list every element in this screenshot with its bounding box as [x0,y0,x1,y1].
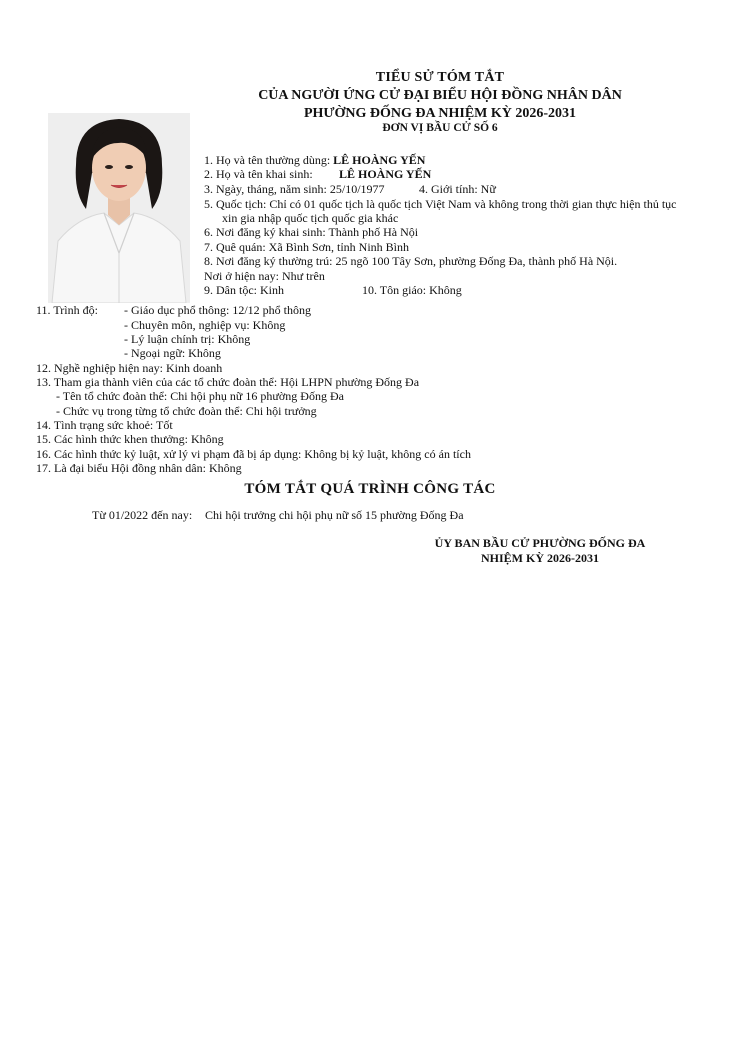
signature-term: NHIỆM KỲ 2026-2031 [481,551,599,565]
field-occupation: 12. Nghề nghiệp hiện nay: Kinh doanh [36,361,223,375]
field-birth-date: 3. Ngày, tháng, năm sinh: 25/10/1977 [204,182,385,196]
field-organizations: 13. Tham gia thành viên của các tổ chức đoàn thể: Hội LHPN phường Đống Đa [36,375,420,389]
education-foreign-language: - Ngoại ngữ: Không [124,346,221,360]
field-nationality-cont: xin gia nhập quốc tịch quốc gia khác [222,211,399,225]
common-name-value: LÊ HOÀNG YẾN [333,153,426,167]
field-health: 14. Tình trạng sức khoẻ: Tốt [36,418,173,432]
field-birth-name-label: 2. Họ và tên khai sinh: [204,167,313,181]
field-ethnicity: 9. Dân tộc: Kinh [204,283,284,297]
doc-title: TIỂU SỬ TÓM TẮT [375,70,505,85]
education-political: - Lý luận chính trị: Không [124,332,251,346]
field-current-residence: Nơi ở hiện nay: Như trên [204,269,325,283]
education-general: - Giáo dục phổ thông: 12/12 phổ thông [124,303,311,317]
field-discipline: 16. Các hình thức kỷ luật, xử lý vi phạm đã bị áp dụng: Không bị kỷ luật, không có án tích [36,447,471,461]
doc-subtitle: CỦA NGƯỜI ỨNG CỬ ĐẠI BIỂU HỘI ĐỒNG NHÂN DÂN [258,88,622,103]
field-religion: 10. Tôn giáo: Không [362,283,462,297]
field-council-delegate: 17. Là đại biểu Hội đồng nhân dân: Không [36,461,242,475]
work-history-title: TÓM TẮT QUÁ TRÌNH CÔNG TÁC [244,481,496,497]
education-professional: - Chuyên môn, nghiệp vụ: Không [124,318,286,332]
field-nationality: 5. Quốc tịch: Chỉ có 01 quốc tịch là quốc tịch Việt Nam và không trong thời gian thực hiện thủ tục [204,197,677,211]
field-awards: 15. Các hình thức khen thưởng: Không [36,432,224,446]
field-common-name [204,153,425,167]
field-gender: 4. Giới tính: Nữ [419,182,496,196]
field-permanent-residence: 8. Nơi đăng ký thường trú: 25 ngõ 100 Tây Sơn, phường Đống Đa, thành phố Hà Nội. [204,254,618,268]
signature-committee: ỦY BAN BẦU CỬ PHƯỜNG ĐỐNG ĐA [434,536,646,550]
work-description: Chi hội trưởng chi hội phụ nữ số 15 phường Đống Đa [205,508,464,522]
doc-ward-term: PHƯỜNG ĐỐNG ĐA NHIỆM KỲ 2026-2031 [303,106,577,121]
organization-position: - Chức vụ trong từng tổ chức đoàn thể: Chi hội trưởng [56,404,317,418]
doc-electoral-unit: ĐƠN VỊ BẦU CỬ SỐ 6 [382,122,498,134]
birth-name-value: LÊ HOÀNG YẾN [339,167,432,181]
field-birth-registration: 6. Nơi đăng ký khai sinh: Thành phố Hà Nội [204,225,419,239]
common-name-label: 1. Họ và tên thường dùng: [204,153,334,167]
candidate-photo [48,113,190,303]
organization-name: - Tên tổ chức đoàn thể: Chi hội phụ nữ 16 phường Đống Đa [56,389,344,403]
work-period: Từ 01/2022 đến nay: [92,508,193,522]
field-hometown: 7. Quê quán: Xã Bình Sơn, tỉnh Ninh Bình [204,240,410,254]
field-education-label: 11. Trình độ: [36,303,98,317]
